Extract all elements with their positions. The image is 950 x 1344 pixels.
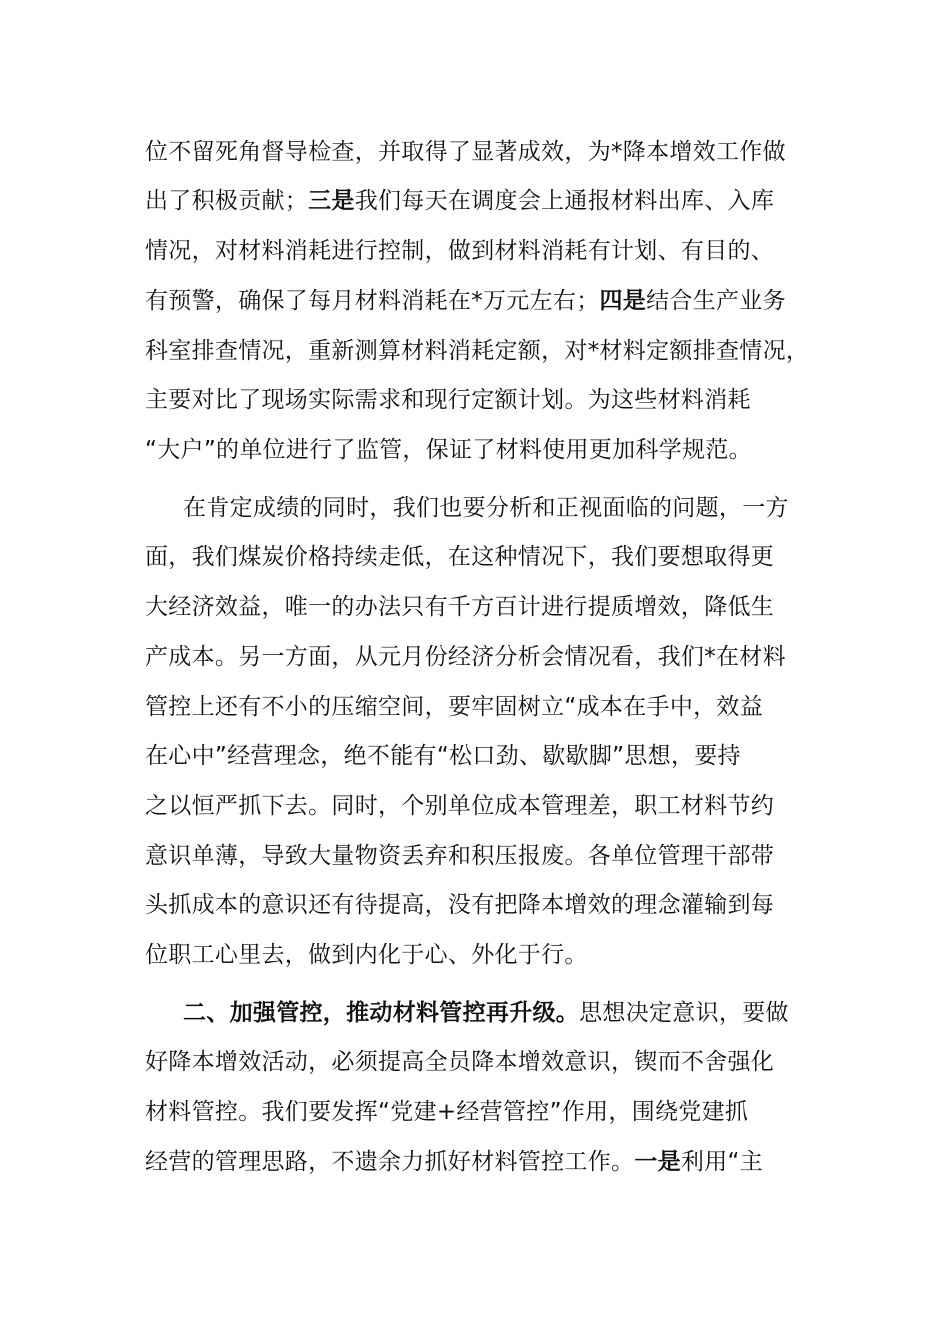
text-run: 材料管控。我们要发挥“党建+经营管控”作用，围绕党建抓 — [145, 1099, 749, 1125]
section-heading-line — [183, 996, 848, 1030]
text-run: 利用“主 — [680, 1149, 764, 1175]
text-line — [145, 234, 810, 268]
text-line — [145, 590, 810, 624]
text-line — [145, 1145, 810, 1179]
bold-text-run: 二、加强管控，推动材料管控再升级。 — [183, 1000, 580, 1026]
text-line — [145, 1095, 810, 1129]
text-run: 在心中”经营理念，绝不能有“松口劲、歇歇脚”思想，要持 — [145, 743, 741, 769]
text-line — [145, 334, 810, 368]
text-line — [145, 184, 810, 218]
text-line — [145, 135, 810, 169]
text-run: 出了积极贡献； — [145, 188, 309, 214]
text-line — [183, 491, 848, 525]
text-run: 之以恒严抓下去。同时，个别单位成本管理差，职工材料节约 — [145, 793, 775, 819]
text-line — [145, 690, 810, 724]
text-run: 位职工心里去，做到内化于心、外化于行。 — [145, 942, 588, 968]
text-run: 好降本增效活动，必须提高全员降本增效意识，锲而不舍强化 — [145, 1049, 775, 1075]
text-line — [145, 888, 810, 922]
bold-text-run: 一是 — [634, 1149, 681, 1175]
text-run: 头抓成本的意识还有待提高，没有把降本增效的理念灌输到每 — [145, 892, 775, 918]
text-run: 管控上还有不小的压缩空间，要牢固树立“成本在手中，效益 — [145, 694, 764, 720]
text-run: 思想决定意识，要做 — [579, 1000, 789, 1026]
bold-text-run: 四是 — [599, 288, 647, 314]
text-line — [145, 789, 810, 823]
text-run: “大户”的单位进行了监管，保证了材料使用更加科学规范。 — [145, 437, 752, 463]
text-run: 大经济效益，唯一的办法只有千方百计进行提质增效，降低生 — [145, 594, 775, 620]
text-run: 科室排查情况，重新测算材料消耗定额，对*材料定额排查情况， — [145, 338, 810, 364]
text-run: 经营的管理思路，不遗余力抓好材料管控工作。 — [145, 1149, 635, 1175]
text-run: 结合生产业务 — [646, 288, 786, 314]
bold-text-run: 三是 — [308, 188, 355, 214]
text-line — [145, 433, 810, 467]
text-run: 情况，对材料消耗进行控制，做到材料消耗有计划、有目的、 — [145, 238, 775, 264]
text-line — [145, 540, 810, 574]
text-line — [145, 383, 810, 417]
text-run: 在肯定成绩的同时，我们也要分析和正视面临的问题，一方 — [183, 495, 789, 521]
text-line — [145, 1045, 810, 1079]
text-line — [145, 284, 810, 318]
text-run: 主要对比了现场实际需求和现行定额计划。为这些材料消耗 — [145, 387, 751, 413]
text-line — [145, 640, 810, 674]
text-line — [145, 839, 810, 873]
text-run: 面，我们煤炭价格持续走低，在这种情况下，我们要想取得更 — [145, 544, 775, 570]
text-run: 意识单薄，导致大量物资丢弃和积压报废。各单位管理干部带 — [145, 843, 775, 869]
text-run: 位不留死角督导检查，并取得了显著成效，为*降本增效工作做 — [145, 139, 786, 165]
text-run: 我们每天在调度会上通报材料出库、入库 — [354, 188, 775, 214]
text-line — [145, 739, 810, 773]
text-line — [145, 938, 810, 972]
text-run: 产成本。另一方面，从元月份经济分析会情况看，我们*在材料 — [145, 644, 786, 670]
text-run: 有预警，确保了每月材料消耗在*万元左右； — [145, 288, 600, 314]
